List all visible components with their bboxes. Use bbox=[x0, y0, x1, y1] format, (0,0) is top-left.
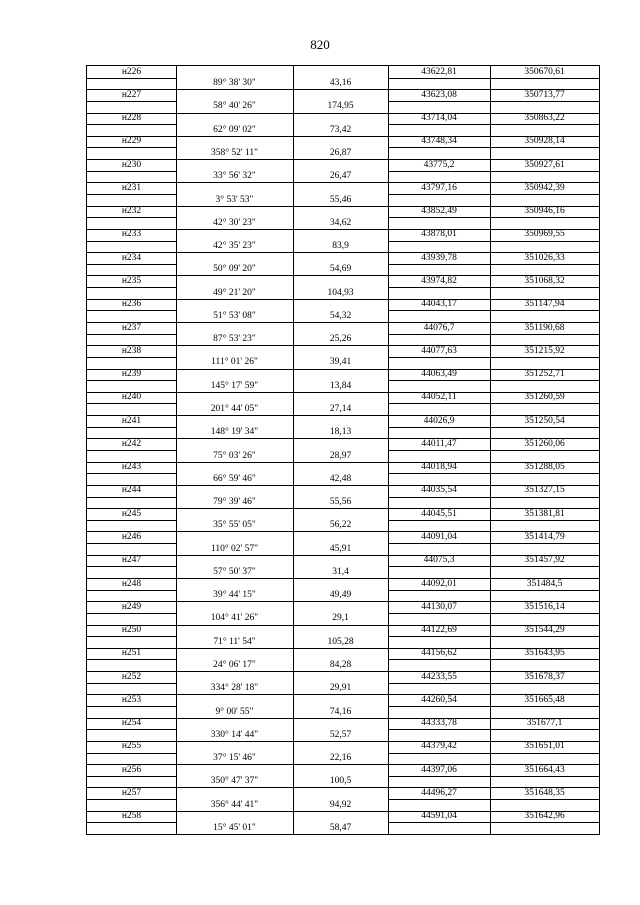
coord-y-cell: 351215,92 bbox=[524, 345, 565, 356]
direction-angle-cell: 104° 41' 26" bbox=[210, 613, 259, 624]
point-name-cell: н255 bbox=[121, 741, 142, 752]
direction-angle-cell: 79° 39' 46" bbox=[213, 497, 256, 508]
coord-x-cell: 44333,78 bbox=[421, 718, 457, 729]
segment-length-cell: 49,49 bbox=[329, 590, 352, 601]
point-name-cell: н227 bbox=[121, 89, 142, 100]
row-divider bbox=[87, 171, 176, 172]
direction-angle-cell: 89° 38' 30" bbox=[213, 78, 256, 89]
direction-angle-cell: 110° 02' 57" bbox=[210, 543, 259, 554]
row-divider bbox=[87, 334, 176, 335]
coord-y-cell: 351381,81 bbox=[524, 508, 565, 519]
row-divider bbox=[176, 275, 388, 276]
coord-x-cell: 44397,06 bbox=[421, 764, 457, 775]
coord-x-cell: 43974,82 bbox=[421, 275, 457, 286]
row-divider bbox=[176, 206, 388, 207]
coord-x-cell: 44052,11 bbox=[421, 392, 457, 403]
row-divider bbox=[388, 194, 599, 195]
coord-y-cell: 351643,95 bbox=[524, 648, 565, 659]
row-divider bbox=[388, 124, 599, 125]
row-divider bbox=[388, 497, 599, 498]
segment-length-cell: 13,84 bbox=[329, 380, 352, 391]
row-divider bbox=[87, 683, 176, 684]
direction-angle-cell: 24° 06' 17" bbox=[213, 659, 256, 670]
coord-y-cell: 350713,77 bbox=[524, 89, 565, 100]
point-name-cell: н234 bbox=[121, 252, 142, 263]
row-divider bbox=[87, 124, 176, 125]
direction-angle-cell: 66° 59' 46" bbox=[213, 473, 256, 484]
direction-angle-cell: 350° 47' 37" bbox=[210, 776, 259, 787]
row-divider bbox=[388, 799, 599, 800]
row-divider bbox=[87, 822, 176, 823]
coord-y-cell: 351457,92 bbox=[524, 555, 565, 566]
row-divider bbox=[176, 299, 388, 300]
row-divider bbox=[176, 694, 388, 695]
segment-length-cell: 54,69 bbox=[329, 264, 352, 275]
row-divider bbox=[388, 101, 599, 102]
point-name-cell: н246 bbox=[121, 531, 142, 542]
coord-x-cell: 43775,2 bbox=[423, 159, 455, 170]
direction-angle-cell: 9° 00' 55" bbox=[215, 706, 254, 717]
direction-angle-cell: 35° 55' 05" bbox=[213, 520, 256, 531]
row-divider bbox=[87, 264, 176, 265]
row-divider bbox=[87, 194, 176, 195]
row-divider bbox=[388, 427, 599, 428]
row-divider bbox=[176, 345, 388, 346]
direction-angle-cell: 62° 09' 02" bbox=[213, 124, 256, 135]
point-name-cell: н244 bbox=[121, 485, 142, 496]
row-divider bbox=[87, 706, 176, 707]
segment-length-cell: 84,28 bbox=[329, 659, 352, 670]
coord-y-cell: 351250,54 bbox=[524, 415, 565, 426]
row-divider bbox=[388, 613, 599, 614]
row-divider bbox=[87, 799, 176, 800]
row-divider bbox=[87, 613, 176, 614]
segment-length-cell: 55,46 bbox=[329, 194, 352, 205]
row-divider bbox=[388, 310, 599, 311]
segment-length-cell: 52,57 bbox=[329, 729, 352, 740]
coord-x-cell: 44077,63 bbox=[421, 345, 457, 356]
row-divider bbox=[87, 287, 176, 288]
row-divider bbox=[388, 753, 599, 754]
point-name-cell: н230 bbox=[121, 159, 142, 170]
row-divider bbox=[388, 380, 599, 381]
row-divider bbox=[176, 89, 388, 90]
row-divider bbox=[176, 671, 388, 672]
row-divider bbox=[388, 287, 599, 288]
point-name-cell: н231 bbox=[121, 182, 142, 193]
row-divider bbox=[176, 787, 388, 788]
segment-length-cell: 55,56 bbox=[329, 497, 352, 508]
row-divider bbox=[87, 659, 176, 660]
row-divider bbox=[388, 78, 599, 79]
point-name-cell: н253 bbox=[121, 694, 142, 705]
row-divider bbox=[87, 520, 176, 521]
segment-length-cell: 28,97 bbox=[329, 450, 352, 461]
coord-y-cell: 350942,39 bbox=[524, 182, 565, 193]
row-divider bbox=[388, 776, 599, 777]
row-divider bbox=[388, 659, 599, 660]
direction-angle-cell: 42° 35' 23" bbox=[213, 241, 256, 252]
direction-angle-cell: 50° 09' 20" bbox=[213, 264, 256, 275]
point-name-cell: н243 bbox=[121, 462, 142, 473]
row-divider bbox=[176, 229, 388, 230]
direction-angle-cell: 145° 17' 59" bbox=[210, 380, 259, 391]
point-name-cell: н235 bbox=[121, 275, 142, 286]
segment-length-cell: 74,16 bbox=[329, 706, 352, 717]
coord-x-cell: 44075,3 bbox=[423, 555, 455, 566]
coord-y-cell: 351252,71 bbox=[524, 369, 565, 380]
segment-length-cell: 39,41 bbox=[329, 357, 352, 368]
segment-length-cell: 105,28 bbox=[327, 636, 354, 647]
coord-y-cell: 351026,33 bbox=[524, 252, 565, 263]
coord-y-cell: 351544,29 bbox=[524, 625, 565, 636]
coord-x-cell: 44092,01 bbox=[421, 578, 457, 589]
row-divider bbox=[176, 322, 388, 323]
coord-x-cell: 44233,55 bbox=[421, 671, 457, 682]
coord-x-cell: 43622,81 bbox=[421, 66, 457, 77]
coordinates-table bbox=[86, 65, 600, 835]
point-name-cell: н248 bbox=[121, 578, 142, 589]
point-name-cell: н226 bbox=[121, 66, 142, 77]
direction-angle-cell: 15° 45' 01" bbox=[213, 822, 256, 833]
row-divider bbox=[176, 834, 388, 835]
row-divider bbox=[87, 357, 176, 358]
row-divider bbox=[388, 729, 599, 730]
segment-length-cell: 31,4 bbox=[332, 566, 349, 577]
coord-x-cell: 44379,42 bbox=[421, 741, 457, 752]
row-divider bbox=[176, 508, 388, 509]
coord-y-cell: 350969,55 bbox=[524, 229, 565, 240]
point-name-cell: н254 bbox=[121, 718, 142, 729]
coord-y-cell: 351665,48 bbox=[524, 694, 565, 705]
segment-length-cell: 42,48 bbox=[329, 473, 352, 484]
row-divider bbox=[87, 78, 176, 79]
row-divider bbox=[87, 753, 176, 754]
row-divider bbox=[87, 566, 176, 567]
point-name-cell: н258 bbox=[121, 811, 142, 822]
coord-y-cell: 351288,05 bbox=[524, 462, 565, 473]
row-divider bbox=[388, 822, 599, 823]
segment-length-cell: 73,42 bbox=[329, 124, 352, 135]
direction-angle-cell: 37° 15' 46" bbox=[213, 753, 256, 764]
row-divider bbox=[388, 706, 599, 707]
row-divider bbox=[176, 182, 388, 183]
row-divider bbox=[176, 369, 388, 370]
direction-angle-cell: 75° 03' 26" bbox=[213, 450, 256, 461]
row-divider bbox=[388, 147, 599, 148]
row-divider bbox=[87, 147, 176, 148]
row-divider bbox=[388, 683, 599, 684]
row-divider bbox=[388, 590, 599, 591]
page-number: 820 bbox=[310, 37, 330, 52]
row-divider bbox=[176, 741, 388, 742]
direction-angle-cell: 111° 01' 26" bbox=[211, 357, 258, 368]
row-divider bbox=[87, 473, 176, 474]
direction-angle-cell: 39° 44' 15" bbox=[213, 590, 256, 601]
coord-x-cell: 44496,27 bbox=[421, 787, 457, 798]
row-divider bbox=[388, 264, 599, 265]
point-name-cell: н256 bbox=[121, 764, 142, 775]
direction-angle-cell: 358° 52' 11" bbox=[210, 147, 259, 158]
row-divider bbox=[87, 101, 176, 102]
coord-x-cell: 44043,17 bbox=[421, 299, 457, 310]
row-divider bbox=[87, 497, 176, 498]
row-divider bbox=[176, 485, 388, 486]
row-divider bbox=[87, 403, 176, 404]
row-divider bbox=[176, 625, 388, 626]
row-divider bbox=[87, 450, 176, 451]
coord-x-cell: 44076,7 bbox=[423, 322, 455, 333]
row-divider bbox=[176, 462, 388, 463]
segment-length-cell: 94,92 bbox=[329, 799, 352, 810]
point-name-cell: н249 bbox=[121, 601, 142, 612]
coord-x-cell: 44045,51 bbox=[421, 508, 457, 519]
row-divider bbox=[388, 334, 599, 335]
segment-length-cell: 18,13 bbox=[329, 427, 352, 438]
segment-length-cell: 27,14 bbox=[329, 403, 352, 414]
point-name-cell: н242 bbox=[121, 438, 142, 449]
coord-x-cell: 43748,34 bbox=[421, 136, 457, 147]
coord-x-cell: 43878,01 bbox=[421, 229, 457, 240]
segment-length-cell: 29,1 bbox=[332, 613, 349, 624]
coord-x-cell: 44018,94 bbox=[421, 462, 457, 473]
segment-length-cell: 54,32 bbox=[329, 310, 352, 321]
direction-angle-cell: 356° 44' 41" bbox=[210, 799, 259, 810]
segment-length-cell: 45,91 bbox=[329, 543, 352, 554]
coord-y-cell: 350670,61 bbox=[524, 66, 565, 77]
point-name-cell: н257 bbox=[121, 787, 142, 798]
coord-y-cell: 351651,01 bbox=[524, 741, 565, 752]
coord-y-cell: 351677,1 bbox=[526, 718, 563, 729]
coord-y-cell: 351147,94 bbox=[524, 299, 565, 310]
coord-x-cell: 44122,69 bbox=[421, 625, 457, 636]
coord-y-cell: 351484,5 bbox=[526, 578, 563, 589]
row-divider bbox=[87, 590, 176, 591]
coord-y-cell: 351260,06 bbox=[524, 438, 565, 449]
row-divider bbox=[388, 217, 599, 218]
row-divider bbox=[388, 241, 599, 242]
coord-y-cell: 351648,35 bbox=[524, 787, 565, 798]
direction-angle-cell: 57° 50' 37" bbox=[213, 566, 256, 577]
coord-x-cell: 44130,07 bbox=[421, 601, 457, 612]
point-name-cell: н247 bbox=[121, 555, 142, 566]
row-divider bbox=[176, 415, 388, 416]
row-divider bbox=[176, 648, 388, 649]
point-name-cell: н228 bbox=[121, 113, 142, 124]
coord-y-cell: 350863,22 bbox=[524, 113, 565, 124]
segment-length-cell: 26,87 bbox=[329, 147, 352, 158]
segment-length-cell: 174,95 bbox=[327, 101, 354, 112]
coord-x-cell: 44156,62 bbox=[421, 648, 457, 659]
row-divider bbox=[176, 601, 388, 602]
segment-length-cell: 43,16 bbox=[329, 78, 352, 89]
direction-angle-cell: 330° 14' 44" bbox=[210, 729, 259, 740]
point-name-cell: н252 bbox=[121, 671, 142, 682]
coord-x-cell: 44035,54 bbox=[421, 485, 457, 496]
coord-y-cell: 351642,96 bbox=[524, 811, 565, 822]
coord-x-cell: 44063,49 bbox=[421, 369, 457, 380]
row-divider bbox=[87, 543, 176, 544]
point-name-cell: н239 bbox=[121, 369, 142, 380]
row-divider bbox=[87, 776, 176, 777]
segment-length-cell: 25,26 bbox=[329, 334, 352, 345]
row-divider bbox=[176, 113, 388, 114]
point-name-cell: н233 bbox=[121, 229, 142, 240]
direction-angle-cell: 148° 19' 34" bbox=[210, 427, 259, 438]
row-divider bbox=[176, 252, 388, 253]
coord-y-cell: 351516,14 bbox=[524, 601, 565, 612]
row-divider bbox=[176, 159, 388, 160]
row-divider bbox=[87, 241, 176, 242]
coord-x-cell: 43797,16 bbox=[421, 182, 457, 193]
row-divider bbox=[176, 811, 388, 812]
coord-y-cell: 351068,32 bbox=[524, 275, 565, 286]
segment-length-cell: 29,91 bbox=[329, 683, 352, 694]
coord-x-cell: 44591,04 bbox=[421, 811, 457, 822]
coord-x-cell: 43714,04 bbox=[421, 113, 457, 124]
segment-length-cell: 58,47 bbox=[329, 822, 352, 833]
point-name-cell: н240 bbox=[121, 392, 142, 403]
direction-angle-cell: 71° 11' 54" bbox=[213, 636, 256, 647]
coord-y-cell: 350927,61 bbox=[524, 159, 565, 170]
row-divider bbox=[388, 566, 599, 567]
segment-length-cell: 83,9 bbox=[332, 241, 349, 252]
coord-y-cell: 351678,37 bbox=[524, 671, 565, 682]
row-divider bbox=[176, 764, 388, 765]
point-name-cell: н236 bbox=[121, 299, 142, 310]
row-divider bbox=[87, 729, 176, 730]
coord-y-cell: 351327,15 bbox=[524, 485, 565, 496]
segment-length-cell: 34,62 bbox=[329, 217, 352, 228]
row-divider bbox=[388, 520, 599, 521]
row-divider bbox=[176, 578, 388, 579]
point-name-cell: н232 bbox=[121, 206, 142, 217]
point-name-cell: н229 bbox=[121, 136, 142, 147]
row-divider bbox=[388, 543, 599, 544]
row-divider bbox=[176, 136, 388, 137]
direction-angle-cell: 3° 53' 53" bbox=[215, 194, 254, 205]
row-divider bbox=[176, 392, 388, 393]
point-name-cell: н238 bbox=[121, 345, 142, 356]
direction-angle-cell: 42° 30' 23" bbox=[213, 217, 256, 228]
coord-x-cell: 44091,04 bbox=[421, 531, 457, 542]
row-divider bbox=[388, 171, 599, 172]
point-name-cell: н251 bbox=[121, 648, 142, 659]
row-divider bbox=[388, 450, 599, 451]
row-divider bbox=[176, 438, 388, 439]
segment-length-cell: 26,47 bbox=[329, 171, 352, 182]
row-divider bbox=[388, 473, 599, 474]
segment-length-cell: 56,22 bbox=[329, 520, 352, 531]
point-name-cell: н245 bbox=[121, 508, 142, 519]
direction-angle-cell: 49° 21' 20" bbox=[213, 287, 256, 298]
direction-angle-cell: 201° 44' 05" bbox=[210, 403, 259, 414]
coord-y-cell: 351414,79 bbox=[524, 531, 565, 542]
row-divider bbox=[388, 357, 599, 358]
point-name-cell: н241 bbox=[121, 415, 142, 426]
row-divider bbox=[176, 555, 388, 556]
coord-x-cell: 44026,9 bbox=[423, 415, 455, 426]
row-divider bbox=[87, 217, 176, 218]
coord-y-cell: 350928,14 bbox=[524, 136, 565, 147]
coord-x-cell: 43623,08 bbox=[421, 89, 457, 100]
row-divider bbox=[87, 380, 176, 381]
row-divider bbox=[388, 403, 599, 404]
coord-x-cell: 44011,47 bbox=[421, 438, 457, 449]
row-divider bbox=[87, 636, 176, 637]
direction-angle-cell: 87° 53' 23" bbox=[213, 334, 256, 345]
direction-angle-cell: 51° 53' 08" bbox=[213, 310, 256, 321]
row-divider bbox=[176, 531, 388, 532]
point-name-cell: н250 bbox=[121, 625, 142, 636]
coord-x-cell: 43939,78 bbox=[421, 252, 457, 263]
row-divider bbox=[87, 427, 176, 428]
coord-y-cell: 351260,59 bbox=[524, 392, 565, 403]
row-divider bbox=[388, 636, 599, 637]
row-divider bbox=[176, 718, 388, 719]
coord-x-cell: 43852,49 bbox=[421, 206, 457, 217]
segment-length-cell: 100,5 bbox=[329, 776, 352, 787]
direction-angle-cell: 334° 28' 18" bbox=[210, 683, 259, 694]
segment-length-cell: 22,16 bbox=[329, 753, 352, 764]
coord-y-cell: 350946,16 bbox=[524, 206, 565, 217]
row-divider bbox=[87, 310, 176, 311]
point-name-cell: н237 bbox=[121, 322, 142, 333]
direction-angle-cell: 33° 56' 32" bbox=[213, 171, 256, 182]
coord-x-cell: 44260,54 bbox=[421, 694, 457, 705]
coord-y-cell: 351664,43 bbox=[524, 764, 565, 775]
direction-angle-cell: 58° 40' 26" bbox=[213, 101, 256, 112]
coord-y-cell: 351190,68 bbox=[524, 322, 565, 333]
segment-length-cell: 104,93 bbox=[327, 287, 354, 298]
